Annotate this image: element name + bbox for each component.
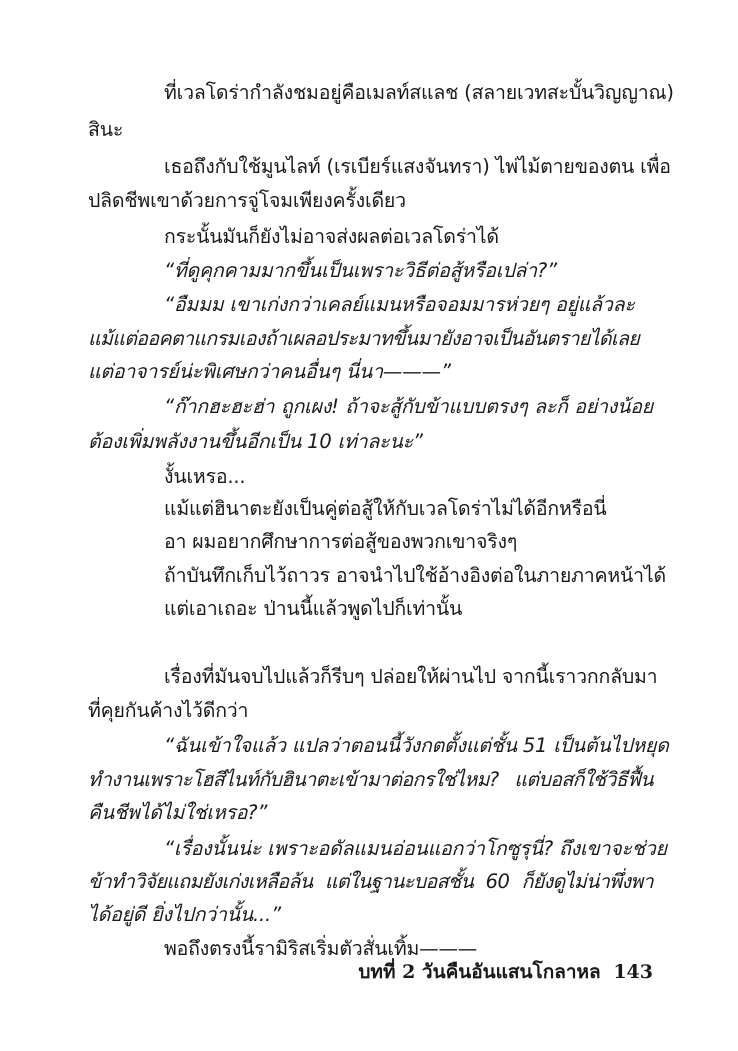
dialogue-line: “ฉันเข้าใจแล้ว แปลว่าตอนนี้วังกตตั้งแต่ชั้น 51 เป็นต้นไปหยุด [164,734,669,757]
dialogue-line: ได้อยู่ดี ยิ่งไปกว่านั้น...” [88,903,281,926]
dialogue-line: ต้องเพิ่มพลังงานขึ้นอีกเป็น 10 เท่าละนะ” [88,430,423,453]
page-number: 143 [613,961,653,983]
text-line: กระนั้นมันก็ยังไม่อาจส่งผลต่อเวลโดร่าได้ [164,225,499,248]
text-line: แม้แต่ฮินาตะยังเป็นคู่ต่อสู้ให้กับเวลโดร่าไม่ได้อีกหรือนี่ [164,497,607,520]
text-line: เธอถึงกับใช้มูนไลท์ (เรเบียร์แสงจันทรา) ไพ่ไม้ตายของตน เพื่อ [164,155,671,178]
text-line: สินะ [88,118,124,141]
text-line: พอถึงตรงนี้รามิริสเริ่มตัวสั่นเทิ้ม——— [164,937,478,960]
dialogue-line: “อืมมม เขาเก่งกว่าเคลย์แมนหรือจอมมารห่วยๆ อยู่แล้วละ [164,293,635,316]
text-line: เรื่องที่มันจบไปแล้วก็รีบๆ ปล่อยให้ผ่านไป จากนี้เราวกกลับมา [164,665,658,688]
text-line: ปลิดชีพเขาด้วยการจู่โจมเพียงครั้งเดียว [88,189,406,212]
chapter-title: บทที่ 2 วันคืนอันแสนโกลาหล [358,961,601,983]
dialogue-line: “เรื่องนั้นน่ะ เพราะอดัลแมนอ่อนแอกว่าโกซูรุนี่? ถึงเขาจะช่วย [164,837,667,860]
text-line: ที่คุยกันค้างไว้ดีกว่า [88,699,249,722]
dialogue-line: “ที่ดูคุกคามมากขึ้นเป็นเพราะวิธีต่อสู้หรือเปล่า?” [164,259,557,282]
dialogue-line: ข้าทำวิจัยแถมยังเก่งเหลือล้น แต่ในฐานะบอสชั้น 60 ก็ยังดูไม่น่าพึ่งพา [88,870,653,893]
text-line: อา ผมอยากศึกษาการต่อสู้ของพวกเขาจริงๆ [164,530,518,553]
dialogue-line: แม้แต่ออคตาแกรมเองถ้าเผลอประมาทขึ้นมายังอาจเป็นอันตรายได้เลย [88,327,640,350]
text-line: ถ้าบันทึกเก็บไว้ถาวร อาจนำไปใช้อ้างอิงต่อในภายภาคหน้าได้ [164,564,666,587]
text-line: งั้นเหรอ... [164,465,246,488]
page-footer [88,958,653,986]
page-body [88,78,674,978]
dialogue-line: คืนชีพได้ไม่ใช่เหรอ?” [88,801,268,824]
dialogue-line: “ก๊ากฮะฮะฮ่า ถูกเผง! ถ้าจะสู้กับข้าแบบตรงๆ ละก็ อย่างน้อย [164,395,653,418]
dialogue-line: แต่อาจารย์น่ะพิเศษกว่าคนอื่นๆ นี่นา———” [88,360,451,383]
dialogue-line: ทำงานเพราะโฮสีไนท์กับฮินาตะเข้ามาต่อกรใช่ไหม? แต่บอสก็ใช้วิธีฟื้น [88,768,653,791]
text-line: แต่เอาเถอะ ป่านนี้แล้วพูดไปก็เท่านั้น [164,597,463,620]
text-line: ที่เวลโดร่ากำลังชมอยู่คือเมลท์สแลช (สลายเวทสะบั้นวิญญาณ) [164,81,674,104]
